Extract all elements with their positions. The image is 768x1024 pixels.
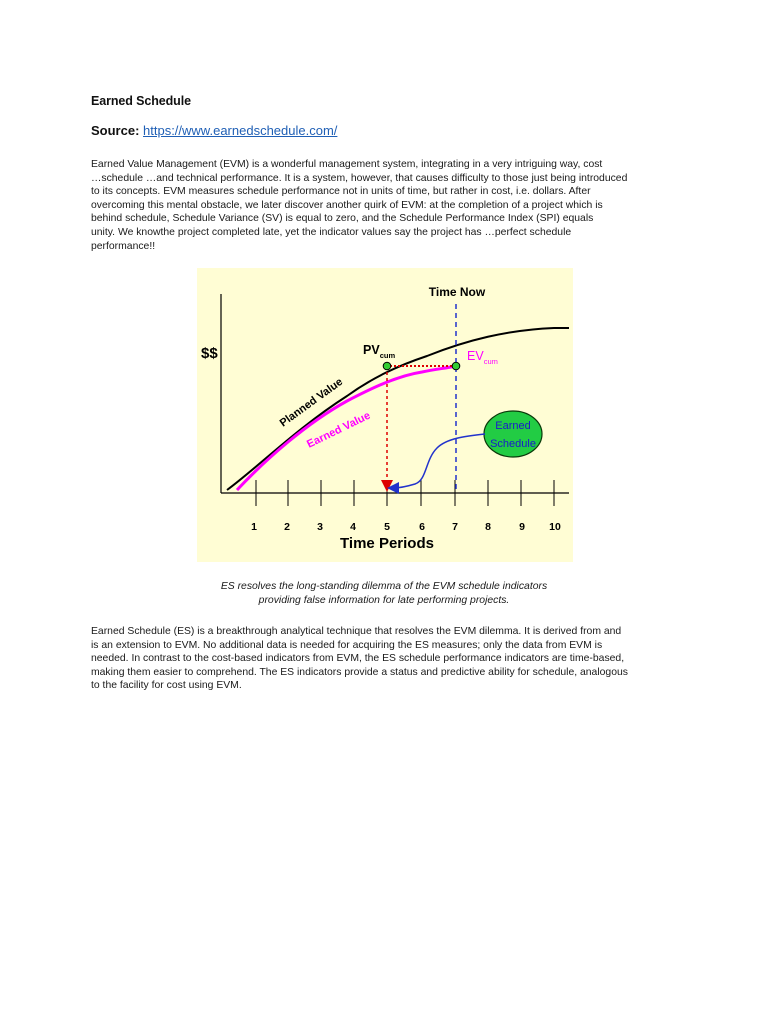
tick-label-3: 3 — [317, 521, 323, 533]
tick-label-6: 6 — [419, 521, 425, 533]
tick-label-5: 5 — [384, 521, 390, 533]
y-axis-label: $$ — [201, 345, 218, 362]
ev-label-main: EV — [467, 349, 484, 363]
ev-point — [452, 362, 460, 370]
es-arrow — [393, 434, 485, 488]
pv-label-sub: cum — [379, 351, 396, 360]
es-paragraph: Earned Schedule (ES) is a breakthrough analytical technique that resolves the EVM dilemma. It is derived from and is an extension to EVM. No additional data is needed for acquiring the ES measures; only the data from EVM is needed. In contrast to the cost-based indicators from EVM, the ES schedule performance indicators are time-based, making them easier to comprehend. The ES indicators provide a status and predictive ability for schedule, analogous to the facility for cost using EVM. — [91, 626, 628, 692]
tick-label-1: 1 — [251, 521, 257, 533]
tick-label-8: 8 — [485, 521, 491, 533]
tick-label-7: 7 — [452, 521, 458, 533]
tick-label-2: 2 — [284, 521, 290, 533]
ev-label-sub: cum — [483, 357, 498, 366]
es-bubble-line2: Schedule — [490, 438, 536, 450]
intro-paragraph: Earned Value Management (EVM) is a wonderful management system, integrating in a very intriguing way, cost …schedule …and technical performance. It is a system, however, that causes difficulty to those just being introduced to its concepts. EVM measures schedule performance not in units of time, but rather in cost, i.e. dollars. After overcoming this mental obstacle, we later discover another quirk of EVM: at the completion of a project which is behind schedule, Schedule Variance (SV) is equal to zero, and the Schedule Performance Index (SPI) equals unity. We knowthe project completed late, yet the indicator values say the project has …perfect schedule performance!! — [91, 159, 628, 252]
tick-label-9: 9 — [519, 521, 525, 533]
source-line — [91, 123, 337, 138]
ev-label — [467, 349, 498, 366]
earned-schedule-figure — [197, 268, 573, 562]
earned-schedule-bubble — [484, 411, 542, 457]
earned-value-label: Earned Value — [305, 409, 373, 451]
figure-canvas — [197, 268, 573, 562]
tick-label-4: 4 — [350, 521, 356, 533]
pv-label-main: PV — [363, 343, 380, 357]
time-now-label: Time Now — [428, 285, 486, 299]
document-heading: Earned Schedule — [91, 94, 191, 108]
pv-label — [363, 343, 395, 360]
es-bubble-line1: Earned — [495, 420, 531, 432]
planned-value-curve — [227, 328, 569, 490]
figure-caption: ES resolves the long-standing dilemma of the EVM schedule indicators providing false information for late performing projects. — [220, 581, 548, 606]
source-label: Source: — [91, 123, 144, 138]
source-link[interactable]: https://www.earnedschedule.com/ — [143, 123, 338, 138]
tick-label-10: 10 — [549, 521, 561, 533]
x-axis-label: Time Periods — [340, 535, 434, 552]
pv-point — [383, 362, 391, 370]
planned-value-label: Planned Value — [277, 375, 346, 430]
